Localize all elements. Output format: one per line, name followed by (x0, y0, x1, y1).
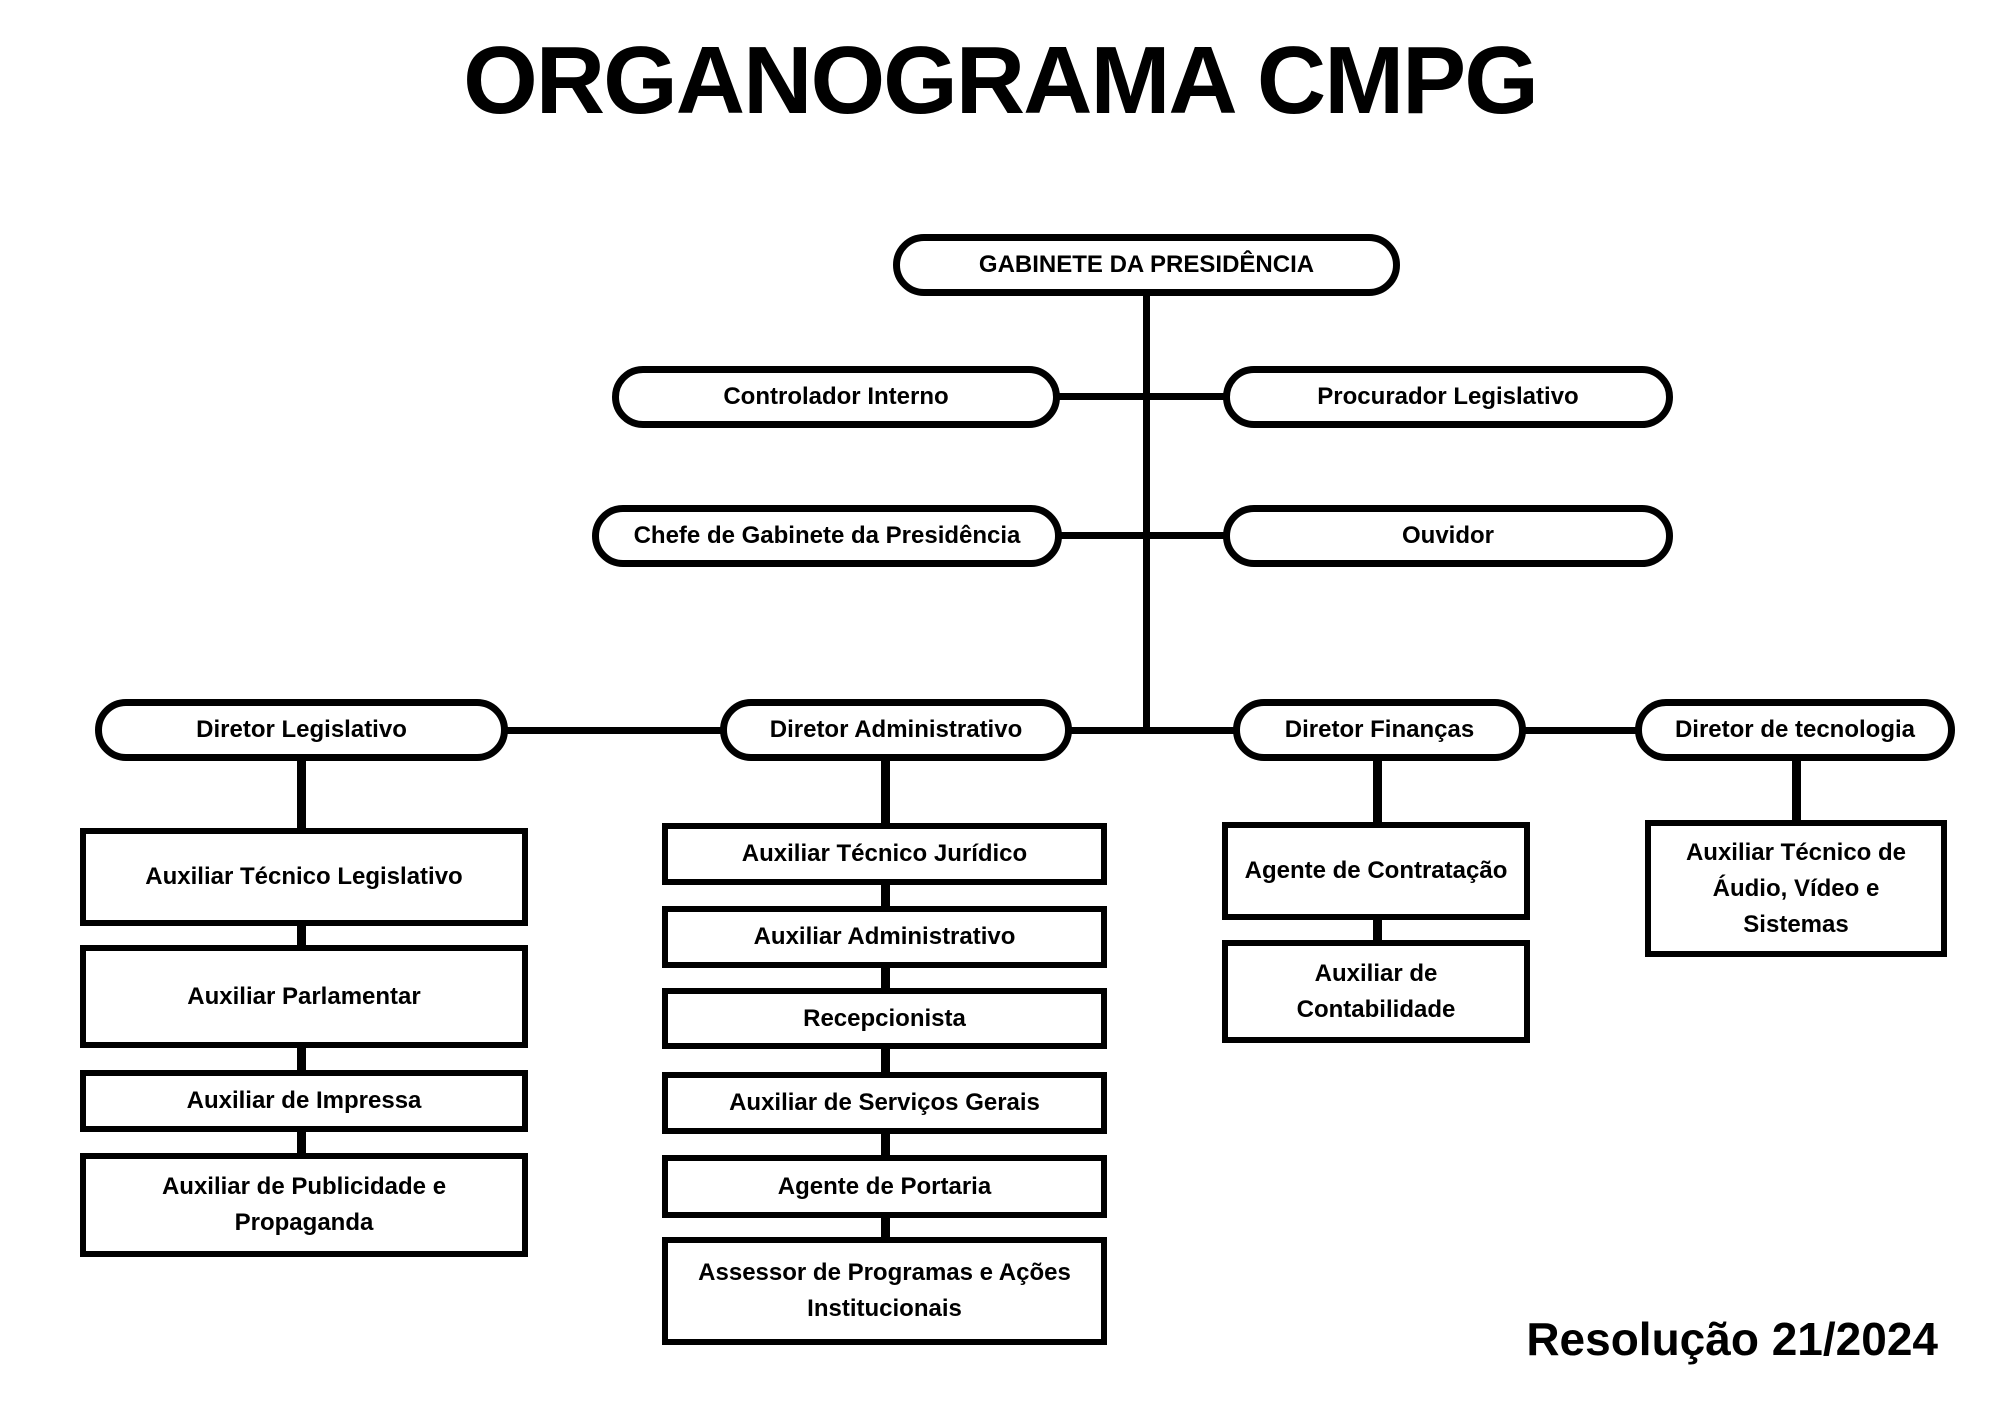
connector-stub-fin-1-2 (1373, 920, 1382, 940)
org-node-auxiliar-publicidade-propaganda: Auxiliar de Publicidade e Propaganda (80, 1153, 528, 1257)
connector-trunk (1143, 292, 1150, 734)
org-node-diretor-administrativo: Diretor Administrativo (720, 699, 1072, 761)
connector-stub-administrativo (881, 761, 890, 823)
connector-stub-adm-1-2 (881, 885, 890, 906)
connector-staff-row-2 (1045, 532, 1240, 539)
org-node-recepcionista: Recepcionista (662, 988, 1107, 1049)
connector-stub-tecnologia (1792, 761, 1801, 820)
connector-stub-leg-3-4 (297, 1132, 306, 1153)
org-node-auxiliar-administrativo: Auxiliar Administrativo (662, 906, 1107, 968)
resolution-label: Resolução 21/2024 (1526, 1313, 1938, 1365)
page-title: ORGANOGRAMA CMPG (463, 27, 1537, 134)
org-node-auxiliar-tecnico-audio-video-sistemas: Auxiliar Técnico de Áudio, Vídeo e Sistemas (1645, 820, 1947, 957)
org-node-auxiliar-de-impressa: Auxiliar de Impressa (80, 1070, 528, 1132)
org-node-auxiliar-de-contabilidade: Auxiliar de Contabilidade (1222, 940, 1530, 1043)
connector-stub-leg-2-3 (297, 1048, 306, 1070)
connector-staff-row-1 (1045, 393, 1240, 400)
connector-stub-adm-4-5 (881, 1134, 890, 1155)
org-node-ouvidor: Ouvidor (1223, 505, 1673, 567)
org-node-auxiliar-parlamentar: Auxiliar Parlamentar (80, 945, 528, 1048)
connector-stub-legislativo (297, 761, 306, 828)
connector-stub-adm-5-6 (881, 1218, 890, 1237)
org-node-agente-de-contratacao: Agente de Contratação (1222, 822, 1530, 920)
connector-stub-financas (1373, 761, 1382, 822)
org-node-controlador-interno: Controlador Interno (612, 366, 1060, 428)
org-node-diretor-financas: Diretor Finanças (1233, 699, 1526, 761)
org-node-auxiliar-tecnico-juridico: Auxiliar Técnico Jurídico (662, 823, 1107, 885)
connector-stub-adm-2-3 (881, 968, 890, 988)
org-node-auxiliar-tecnico-legislativo: Auxiliar Técnico Legislativo (80, 828, 528, 926)
org-node-assessor-programas-acoes: Assessor de Programas e Ações Institucionais (662, 1237, 1107, 1345)
connector-stub-leg-1-2 (297, 926, 306, 945)
org-node-diretor-legislativo: Diretor Legislativo (95, 699, 508, 761)
org-node-agente-de-portaria: Agente de Portaria (662, 1155, 1107, 1218)
connector-stub-adm-3-4 (881, 1049, 890, 1072)
org-node-procurador-legislativo: Procurador Legislativo (1223, 366, 1673, 428)
org-node-diretor-tecnologia: Diretor de tecnologia (1635, 699, 1955, 761)
org-node-chefe-gabinete: Chefe de Gabinete da Presidência (592, 505, 1062, 567)
org-node-auxiliar-servicos-gerais: Auxiliar de Serviços Gerais (662, 1072, 1107, 1134)
org-node-gabinete-presidencia: GABINETE DA PRESIDÊNCIA (893, 234, 1400, 296)
